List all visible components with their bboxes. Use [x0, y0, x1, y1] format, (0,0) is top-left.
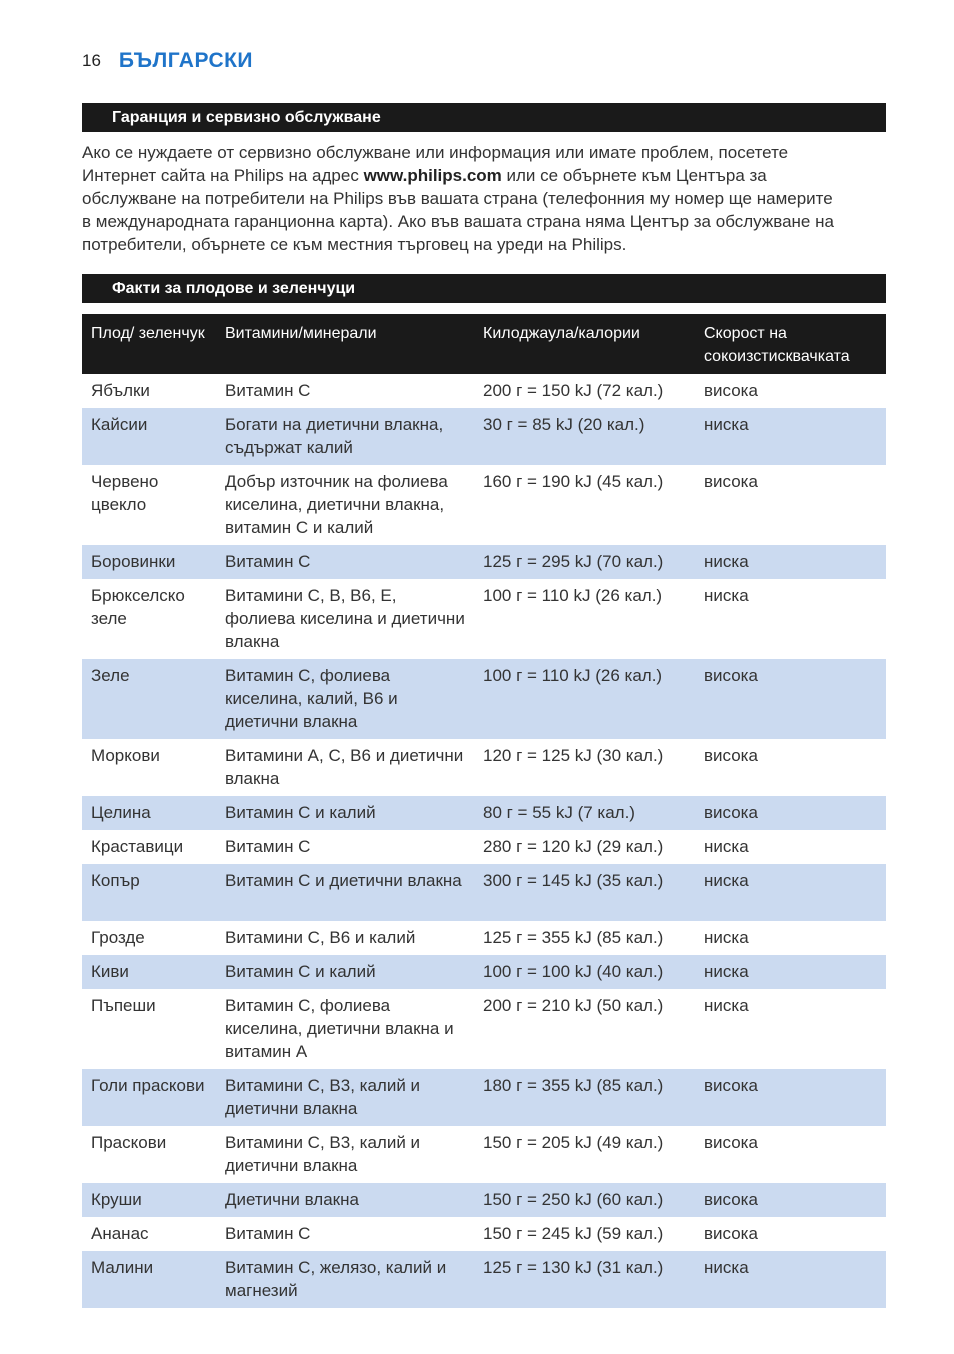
table-row: [82, 989, 886, 1069]
warranty-section-heading: Гаранция и сервизно обслужване: [82, 103, 886, 132]
warranty-line-2a: Интернет сайта на Philips на адрес: [82, 166, 364, 185]
cell-vitamins: Витамин C и калий: [225, 962, 376, 981]
cell-speed: ниска: [704, 552, 749, 571]
cell-fruit: Малини: [91, 1258, 154, 1277]
cell-fruit: Круши: [91, 1190, 142, 1209]
cell-vitamins: Витамин C: [225, 552, 311, 571]
cell-vitamins: Витамин C: [225, 1224, 311, 1243]
table-row: [82, 1251, 886, 1308]
cell-energy: 100 г = 110 kJ (26 кал.): [483, 586, 663, 605]
cell-energy: 280 г = 120 kJ (29 кал.): [483, 837, 664, 856]
philips-website-link[interactable]: www.philips.com: [363, 166, 502, 185]
cell-fruit: Грозде: [91, 928, 145, 947]
cell-energy: 200 г = 150 kJ (72 кал.): [483, 381, 664, 400]
cell-fruit: Боровинки: [91, 552, 176, 571]
cell-speed: висока: [704, 1076, 758, 1095]
table-row: [82, 955, 886, 989]
cell-fruit: Ябълки: [91, 381, 150, 400]
cell-fruit: Пъпеши: [91, 996, 156, 1015]
header-fruit: Плод/ зеленчук: [91, 325, 205, 342]
cell-fruit: Целина: [91, 803, 151, 822]
cell-fruit: Ананас: [91, 1224, 149, 1243]
table-row: [82, 659, 886, 739]
cell-fruit: Копър: [91, 871, 140, 890]
cell-fruit: Моркови: [91, 746, 160, 765]
cell-vitamins: Витамин C: [225, 381, 311, 400]
header-juicer-speed: Скорост на сокоизстисквачката: [704, 325, 850, 365]
table-row: [82, 1069, 886, 1126]
cell-vitamins: Диетични влакна: [225, 1190, 359, 1209]
cell-speed: ниска: [704, 1258, 749, 1277]
table-row: [82, 921, 886, 955]
warranty-line-4: в международната гаранционна карта). Ако във вашата страна няма Център за обслужване на: [82, 212, 834, 231]
cell-vitamins: Витамин C, фолиева киселина, диетични влакна и витамин A: [225, 996, 454, 1061]
cell-speed: висока: [704, 666, 758, 685]
cell-speed: висока: [704, 746, 758, 765]
page-number: 16: [82, 51, 101, 70]
table-row: [82, 1126, 886, 1183]
cell-vitamins: Витамин C, фолиева киселина, калий, B6 и диетични влакна: [225, 666, 398, 731]
table-row: [82, 579, 886, 659]
cell-speed: ниска: [704, 586, 749, 605]
cell-speed: ниска: [704, 928, 749, 947]
table-row: [82, 830, 886, 864]
cell-speed: ниска: [704, 996, 749, 1015]
warranty-paragraph: [82, 141, 886, 256]
cell-energy: 100 г = 110 kJ (26 кал.): [483, 666, 663, 685]
warranty-line-2b: или се обърнете към Центъра за: [501, 166, 767, 185]
cell-energy: 160 г = 190 kJ (45 кал.): [483, 472, 664, 491]
cell-fruit: Червено цвекло: [91, 472, 159, 514]
warranty-line-5: потребители, обърнете се към местния търговец на уреди на Philips.: [82, 235, 627, 254]
cell-vitamins: Витамин C, желязо, калий и магнезий: [225, 1258, 447, 1300]
cell-fruit: Голи праскови: [91, 1076, 205, 1095]
table-row: [82, 1183, 886, 1217]
cell-speed: висока: [704, 381, 758, 400]
table-row: [82, 1217, 886, 1251]
cell-vitamins: Витамини C, B3, калий и диетични влакна: [225, 1133, 421, 1175]
facts-section-heading: Факти за плодове и зеленчуци: [82, 274, 886, 303]
header-vitamins: Витамини/минерали: [225, 325, 377, 342]
page-header: [82, 46, 253, 76]
cell-vitamins: Витамин C: [225, 837, 311, 856]
cell-fruit: Брюкселско зеле: [91, 586, 185, 628]
cell-speed: ниска: [704, 415, 749, 434]
cell-energy: 150 г = 205 kJ (49 кал.): [483, 1133, 664, 1152]
cell-vitamins: Витамини A, C, B6 и диетични влакна: [225, 746, 464, 788]
warranty-line-3: обслужване на потребители на Philips във вашата страна (телефонния му номер ще намерите: [82, 189, 833, 208]
cell-vitamins: Витамин C и калий: [225, 803, 376, 822]
cell-energy: 150 г = 245 kJ (59 кал.): [483, 1224, 664, 1243]
table-row: [82, 408, 886, 465]
table-row: [82, 796, 886, 830]
cell-energy: 120 г = 125 kJ (30 кал.): [483, 746, 664, 765]
cell-fruit: Кайсии: [91, 415, 148, 434]
cell-speed: ниска: [704, 837, 749, 856]
cell-fruit: Зеле: [91, 666, 130, 685]
cell-speed: висока: [704, 803, 758, 822]
cell-energy: 150 г = 250 kJ (60 кал.): [483, 1190, 664, 1209]
cell-energy: 80 г = 55 kJ (7 кал.): [483, 803, 635, 822]
cell-energy: 125 г = 130 kJ (31 кал.): [483, 1258, 664, 1277]
facts-table: [82, 314, 886, 1308]
cell-vitamins: Витамини C, B3, калий и диетични влакна: [225, 1076, 421, 1118]
cell-speed: висока: [704, 1133, 758, 1152]
table-header-row: [82, 314, 886, 374]
warranty-line-1: Ако се нуждаете от сервизно обслужване или информация или имате проблем, посетете: [82, 143, 789, 162]
table-row: [82, 864, 886, 921]
table-row: [82, 739, 886, 796]
cell-fruit: Киви: [91, 962, 129, 981]
page-language-title: БЪЛГАРСКИ: [118, 49, 254, 72]
cell-vitamins: Добър източник на фолиева киселина, диетични влакна, витамин C и калий: [225, 472, 448, 537]
cell-vitamins: Богати на диетични влакна, съдържат калий: [225, 415, 444, 457]
cell-speed: висока: [704, 1224, 758, 1243]
cell-energy: 125 г = 355 kJ (85 кал.): [483, 928, 664, 947]
cell-energy: 200 г = 210 kJ (50 кал.): [483, 996, 664, 1015]
table-row: [82, 374, 886, 408]
cell-energy: 180 г = 355 kJ (85 кал.): [483, 1076, 664, 1095]
cell-speed: ниска: [704, 871, 749, 890]
cell-speed: висока: [704, 1190, 758, 1209]
cell-vitamins: Витамини C, B6 и калий: [225, 928, 416, 947]
cell-energy: 30 г = 85 kJ (20 кал.): [483, 415, 645, 434]
cell-speed: ниска: [704, 962, 749, 981]
cell-energy: 125 г = 295 kJ (70 кал.): [483, 552, 664, 571]
cell-fruit: Краставици: [91, 837, 184, 856]
cell-speed: висока: [704, 472, 758, 491]
cell-fruit: Праскови: [91, 1133, 167, 1152]
cell-vitamins: Витамини C, B, B6, E, фолиева киселина и диетични влакна: [225, 586, 465, 651]
cell-vitamins: Витамин C и диетични влакна: [225, 871, 462, 890]
table-row: [82, 545, 886, 579]
cell-energy: 300 г = 145 kJ (35 кал.): [483, 871, 664, 890]
header-energy: Килоджаула/калории: [483, 325, 640, 342]
cell-energy: 100 г = 100 kJ (40 кал.): [483, 962, 664, 981]
table-row: [82, 465, 886, 545]
